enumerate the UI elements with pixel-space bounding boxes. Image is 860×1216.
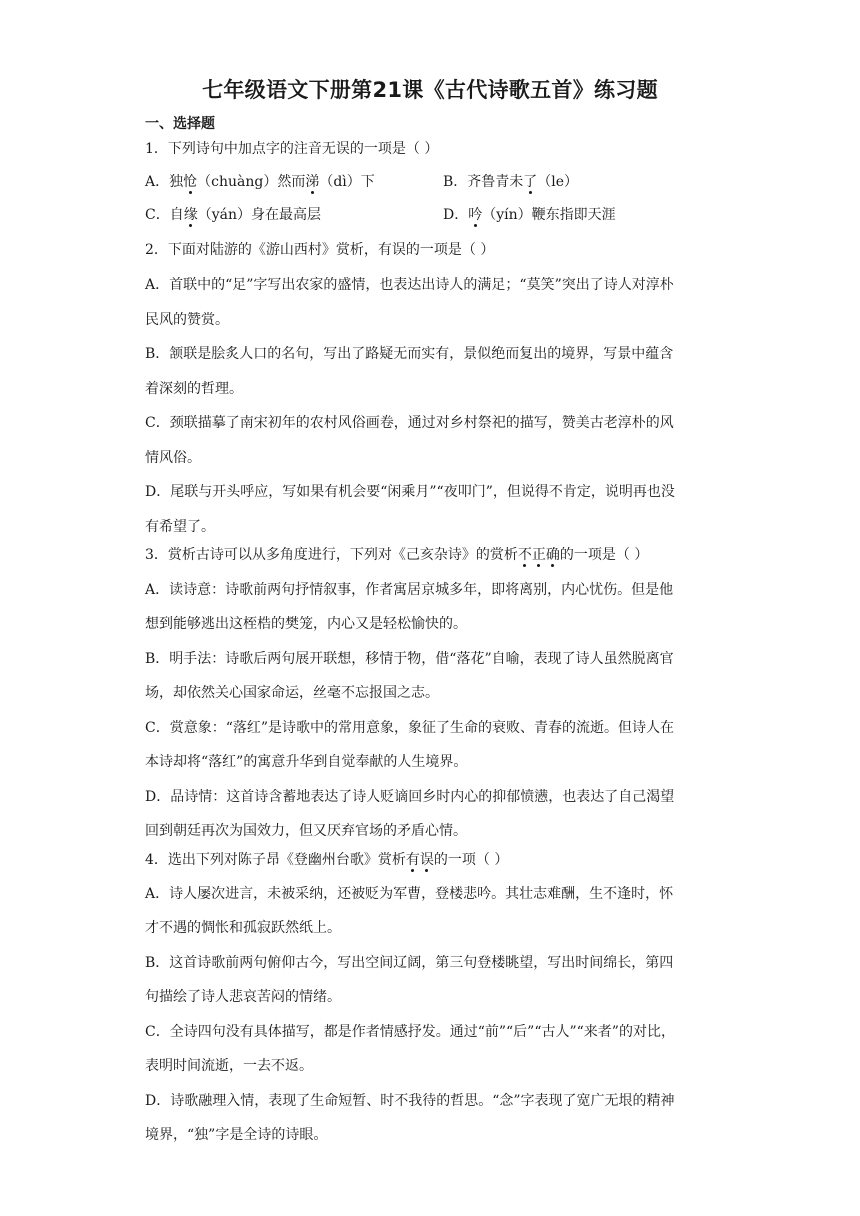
q3-option-c-line1[interactable]: C．赏意象：“落红”是诗歌中的常用意象，象征了生命的衰败、青春的流逝。但诗人在 <box>145 720 675 736</box>
q2-stem: 2．下面对陆游的《游山西村》赏析，有误的一项是（ ） <box>145 242 495 258</box>
q3-option-b-line2: 场，却依然关心国家命运，丝毫不忘报国之志。 <box>145 685 439 701</box>
q4-option-a-line2: 才不遇的惆怅和孤寂跃然纸上。 <box>145 920 341 936</box>
q1-a-text: A．独 <box>145 174 184 190</box>
q3-stem-dotted-char: 不 <box>517 547 532 563</box>
q4-option-d-line1[interactable]: D．诗歌融理入情，表现了生命短暂、时不我待的哲思。“念”字表现了宽广无垠的精神 <box>145 1093 675 1109</box>
q2-option-d-line1[interactable]: D．尾联与开头呼应，写如果有机会要“闲乘月”“夜叩门”，但说得不肯定，说明再也没 <box>145 484 675 500</box>
section-heading: 一、选择题 <box>145 116 215 132</box>
q1-b-text: （le） <box>537 174 579 190</box>
q3-stem-text: 的一项是（ ） <box>559 547 649 563</box>
q1-c-dotted-char: 缘 <box>183 207 198 223</box>
q1-b-dotted-char: 了 <box>523 174 538 190</box>
page-title: 七年级语文下册第21课《古代诗歌五首》练习题 <box>202 78 658 102</box>
q3-option-b-line1[interactable]: B．明手法：诗歌后两句展开联想，移情于物，借“落花”自喻，表现了诗人虽然脱离官 <box>145 651 674 667</box>
q1-option-d[interactable] <box>443 205 616 225</box>
q4-stem-text: 4．选出下列对陈子昂《登幽州台歌》赏析 <box>145 852 406 868</box>
q3-option-a-line2: 想到能够逃出这桎梏的樊笼，内心又是轻松愉快的。 <box>145 616 467 632</box>
q3-stem-dotted-char: 确 <box>545 547 560 563</box>
q3-stem-text: 3．赏析古诗可以从多角度进行，下列对《己亥杂诗》的赏析 <box>145 547 518 563</box>
q3-stem <box>145 545 725 565</box>
q1-a-dotted-char: 涕 <box>305 174 320 190</box>
q1-d-text: D． <box>443 207 469 223</box>
q4-option-b-line1[interactable]: B．这首诗歌前两句俯仰古今，写出空间辽阔，第三句登楼眺望，写出时间绵长，第四 <box>145 955 674 971</box>
q2-option-b-line1[interactable]: B．颔联是脍炙人口的名句，写出了路疑无而实有，景似绝而复出的境界，写景中蕴含 <box>145 346 674 362</box>
q1-c-text: （yán）身在最高层 <box>197 207 321 223</box>
q2-option-d-line2: 有希望了。 <box>145 519 215 535</box>
q1-option-b[interactable] <box>443 172 578 192</box>
q4-stem-text: 的一项（ ） <box>433 852 509 868</box>
q1-a-text: （dì）下 <box>319 174 375 190</box>
q1-option-a[interactable] <box>145 172 725 192</box>
q3-option-d-line1[interactable]: D．品诗情：这首诗含蓄地表达了诗人贬谪回乡时内心的抑郁愤懑，也表达了自己渴望 <box>145 789 675 805</box>
q4-stem-dotted-char: 误 <box>419 852 434 868</box>
q1-stem: 1．下列诗句中加点字的注音无误的一项是（ ） <box>145 141 439 157</box>
q4-stem-dotted-char: 有 <box>405 852 420 868</box>
q4-stem <box>145 850 725 870</box>
q2-option-a-line2: 民风的赞赏。 <box>145 312 229 328</box>
q4-option-c-line1[interactable]: C．全诗四句没有具体描写，都是作者情感抒发。通过“前”“后”“古人”“来者”的对比， <box>145 1024 675 1040</box>
q1-c-text: C．自 <box>145 207 184 223</box>
q2-option-c-line2: 情风俗。 <box>145 450 201 466</box>
q3-option-a-line1[interactable]: A．读诗意：诗歌前两句抒情叙事，作者寓居京城多年，即将离别，内心忧伤。但是他 <box>145 582 674 598</box>
q4-option-b-line2: 句描绘了诗人悲哀苦闷的情绪。 <box>145 989 341 1005</box>
q3-option-c-line2: 本诗却将“落红”的寓意升华到自觉奉献的人生境界。 <box>145 754 468 770</box>
q4-option-a-line1[interactable]: A．诗人屡次进言，未被采纳，还被贬为军曹，登楼悲吟。其壮志难酬，生不逢时，怀 <box>145 886 674 902</box>
q1-d-dotted-char: 吟 <box>468 207 483 223</box>
q1-option-c[interactable] <box>145 205 725 225</box>
q4-option-c-line2: 表明时间流逝，一去不返。 <box>145 1058 313 1074</box>
q1-a-dotted-char: 怆 <box>183 174 198 190</box>
q1-a-text: （chuàng）然而 <box>197 174 306 190</box>
q1-b-text: B．齐鲁青未 <box>443 174 524 190</box>
q4-option-d-line2: 境界，“独”字是全诗的诗眼。 <box>145 1127 328 1143</box>
q1-d-text: （yín）鞭东指即天涯 <box>482 207 616 223</box>
q2-option-b-line2: 着深刻的哲理。 <box>145 381 243 397</box>
q3-option-d-line2: 回到朝廷再次为国效力，但又厌弃官场的矛盾心情。 <box>145 823 467 839</box>
q2-option-c-line1[interactable]: C．颈联描摹了南宋初年的农村风俗画卷，通过对乡村祭祀的描写，赞美古老淳朴的风 <box>145 415 674 431</box>
q3-stem-dotted-char: 正 <box>531 547 546 563</box>
q2-option-a-line1[interactable]: A．首联中的“足”字写出农家的盛情，也表达出诗人的满足；“莫笑”突出了诗人对淳朴 <box>145 277 674 293</box>
